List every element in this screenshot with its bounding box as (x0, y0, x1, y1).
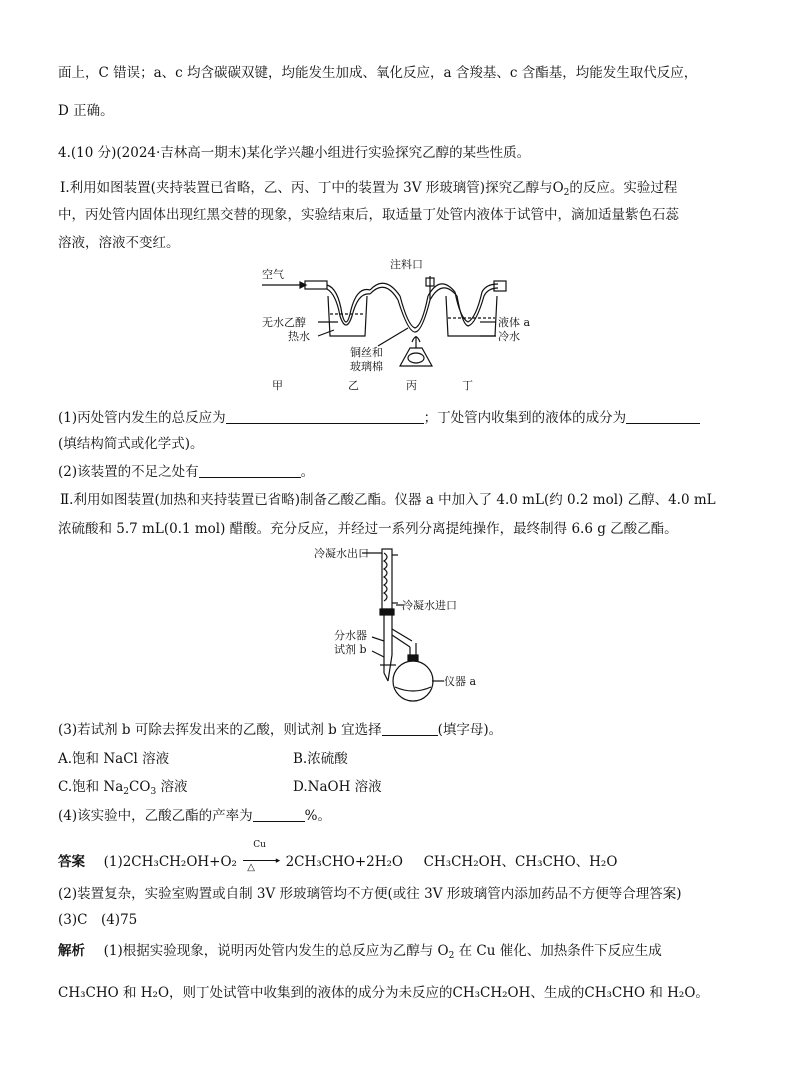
question-2: (2)该装置的不足之处有 。 (58, 464, 315, 480)
part2-line-2: 浓硫酸和 5.7 mL(0.1 mol) 醋酸。充分反应，并经过一系列分离提纯操作，最终制得 6.6 g 乙酸乙酯。 (58, 521, 678, 537)
answer-blank[interactable] (626, 410, 700, 424)
continued-line-2: D 正确。 (58, 103, 114, 119)
label-instrument-a: 仪器 a (444, 675, 477, 688)
option-d: D.NaOH 溶液 (293, 779, 382, 795)
label-water-out: 冷凝水出口 (314, 547, 369, 560)
analysis-line-1: 解析 (1)根据实验现象，说明丙处管内发生的总反应为乙醇与 $O_2$ 在 Cu 催化、加热条件下反应生成 (58, 943, 662, 961)
option-b: B.浓硫酸 (293, 751, 348, 767)
label-copper-1: 铜丝和 (350, 346, 383, 359)
part2-line-1: Ⅱ.利用如图装置(加热和夹持装置已省略)制备乙酸乙酯。仪器 a 中加入了 4.0 mL(约 0.2 mol) 乙醇、4.0 mL (60, 492, 716, 508)
apparatus-figure-1 (250, 256, 550, 396)
answer-blank[interactable] (382, 722, 438, 736)
option-c: C.饱和 $Na_2CO_3$ 溶液 (58, 779, 188, 797)
label-ding: 丁 (462, 379, 473, 392)
answer-line-2: (2)装置复杂，实验室购置或自制 3V 形玻璃管均不方便(或往 3V 形玻璃管内添加药品不方便等合理答案) (58, 886, 682, 902)
apparatus-figure-2 (312, 543, 492, 708)
label-bing: 丙 (406, 379, 417, 392)
answer-blank[interactable] (226, 410, 424, 424)
question-4: (4)该实验中，乙酸乙酯的产率为 %。 (58, 808, 331, 824)
label-water-in: 冷凝水进口 (402, 599, 457, 612)
label-yi: 乙 (348, 379, 359, 392)
continued-line-1: 面上，C 错误；a、c 均含碳碳双键，均能发生加成、氧化反应，a 含羧基、c 含酯基，均能发生取代反应， (58, 65, 698, 81)
label-inlet: 注料口 (390, 258, 423, 271)
label-air: 空气 (262, 268, 284, 281)
label-ethanol: 无水乙醇 (262, 316, 306, 329)
label-hot-water: 热水 (288, 330, 310, 343)
analysis-line-2: CH₃CHO 和 H₂O，则丁处试管中收集到的液体的成分为未反应的CH₃CH₂OH、生成的CH₃CHO 和 H₂O。 (58, 985, 709, 1001)
reaction-arrow: Cu ▸ △ (243, 856, 279, 870)
question-4-header: 4.(10 分)(2024·吉林高一期末)某化学兴趣小组进行实验探究乙醇的某些性质。 (58, 145, 531, 161)
label-copper-2: 玻璃棉 (350, 360, 383, 373)
answer-blank[interactable] (199, 464, 301, 478)
question-3: (3)若试剂 b 可除去挥发出来的乙酸，则试剂 b 宜选择 (填字母)。 (58, 722, 503, 738)
label-cold-water: 冷水 (498, 330, 520, 343)
question-1-note: (填结构简式或化学式)。 (58, 436, 204, 452)
option-a: A.饱和 NaCl 溶液 (58, 751, 170, 767)
label-separator: 分水器 (334, 629, 367, 642)
answer-label: 答案 (58, 854, 85, 870)
label-jia: 甲 (272, 379, 283, 392)
answer-blank[interactable] (253, 808, 305, 822)
label-reagent-b: 试剂 b (334, 643, 367, 656)
label-liquid-a: 液体 a (498, 316, 531, 329)
part1-line-1: Ⅰ.利用如图装置(夹持装置已省略，乙、丙、丁中的装置为 3V 形玻璃管)探究乙醇与$O_2$的反应。实验过程 (60, 180, 678, 198)
answer-line-3: (3)C (4)75 (58, 912, 138, 928)
analysis-label: 解析 (58, 943, 85, 959)
part1-line-2: 中，丙处管内固体出现红黑交替的现象，实验结束后，取适量丁处管内液体于试管中，滴加适量紫色石蕊 (58, 207, 679, 223)
answer-line-1: 答案 (1)2CH₃CH₂OH+O₂ Cu ▸ △ 2CH₃CHO+2H₂O CH₃CH₂OH、CH₃CHO、H₂O (58, 839, 618, 873)
part1-line-3: 溶液，溶液不变红。 (58, 235, 180, 251)
question-1: (1)丙处管内发生的总反应为 ；丁处管内收集到的液体的成分为 (58, 406, 700, 426)
